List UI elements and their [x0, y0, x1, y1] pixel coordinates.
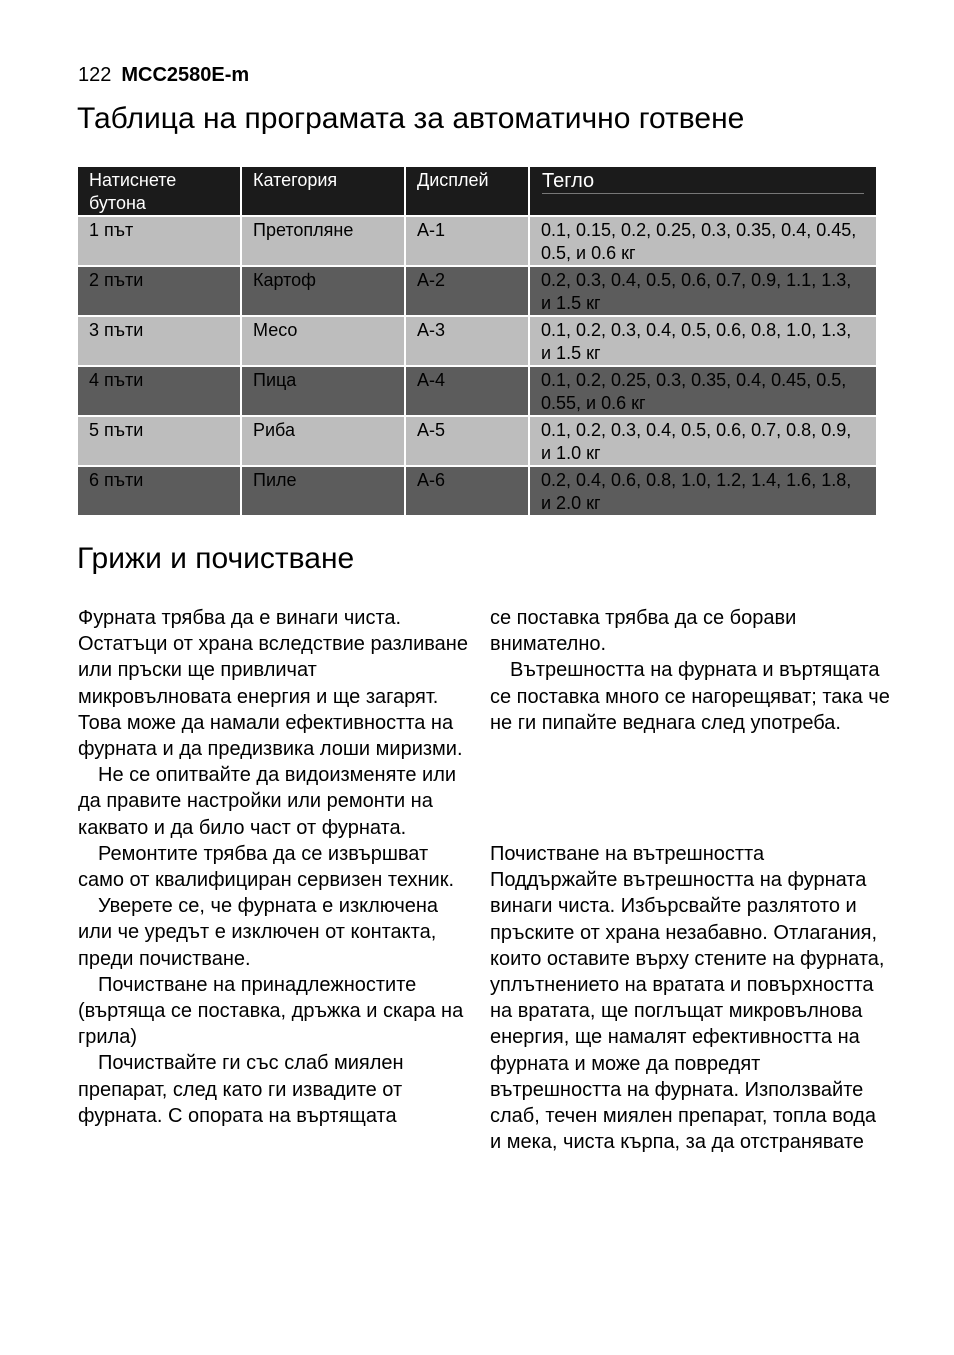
paragraph: се поставка трябва да се борави внимателно. — [490, 607, 797, 656]
accessories-cleaning-heading: Почистване на принадлежностите (въртяща се поставка, дръжка и скара на грила) — [78, 973, 464, 1049]
display-cell: A-2 — [405, 266, 529, 316]
model-name: MCC2580E-m — [121, 64, 250, 86]
weight-cell: 0.1, 0.15, 0.2, 0.25, 0.3, 0.35, 0.4, 0.45, 0.5, и 0.6 кг — [529, 216, 876, 266]
category-cell: Риба — [241, 416, 405, 466]
care-left-column — [78, 605, 473, 1129]
page-number: 122 — [78, 64, 112, 86]
table-row — [78, 266, 876, 316]
press-cell: 6 пъти — [78, 466, 241, 516]
header-category: Категория — [241, 167, 405, 216]
weight-cell: 0.1, 0.2, 0.3, 0.4, 0.5, 0.6, 0.8, 1.0, 1.3, и 1.5 кг — [529, 316, 876, 366]
header-weight: Тегло — [529, 167, 876, 216]
table-header-row — [78, 167, 876, 216]
page-header — [78, 64, 249, 87]
weight-cell: 0.1, 0.2, 0.3, 0.4, 0.5, 0.6, 0.7, 0.8, 0.9, и 1.0 кг — [529, 416, 876, 466]
category-cell: Месо — [241, 316, 405, 366]
display-cell: A-5 — [405, 416, 529, 466]
category-cell: Картоф — [241, 266, 405, 316]
category-cell: Претопляне — [241, 216, 405, 266]
display-cell: A-6 — [405, 466, 529, 516]
header-display: Дисплей — [405, 167, 529, 216]
category-cell: Пица — [241, 366, 405, 416]
table-row — [78, 416, 876, 466]
header-press: Натиснете бутона — [78, 167, 241, 216]
weight-cell: 0.2, 0.3, 0.4, 0.5, 0.6, 0.7, 0.9, 1.1, 1.3, и 1.5 кг — [529, 266, 876, 316]
paragraph: Ремонтите трябва да се извършват само от квалифициран сервизен техник. — [78, 842, 455, 892]
paragraph: Фурната трябва да е винаги чиста. Остатъци от храна вследствие разливане или пръски ще привличат микровълновата енергия и ще загарят. Това може да намали ефективността на фурната и да предизвика лоши миризми. — [78, 607, 468, 761]
table-row — [78, 316, 876, 366]
paragraph: Не се опитвайте да видоизменяте или да правите настройки или ремонти на каквато и да било част от фурната. — [78, 764, 457, 839]
display-cell: A-4 — [405, 366, 529, 416]
category-cell: Пиле — [241, 466, 405, 516]
paragraph: Почиствайте ги със слаб миялен препарат, след като ги извадите от фурната. С опората на въртящата — [78, 1052, 404, 1127]
table-row — [78, 216, 876, 266]
weight-cell: 0.2, 0.4, 0.6, 0.8, 1.0, 1.2, 1.4, 1.6, 1.8, и 2.0 кг — [529, 466, 876, 516]
weight-cell: 0.1, 0.2, 0.25, 0.3, 0.35, 0.4, 0.45, 0.5, 0.55, и 0.6 кг — [529, 366, 876, 416]
program-table-title: Таблица на програмата за автоматично готвене — [77, 102, 745, 135]
interior-cleaning-heading: Почистване на вътрешността — [490, 843, 765, 865]
paragraph: Вътрешността на фурната и въртящата се поставка много се нагорещяват; така че не ги пипайте веднага след употреба. — [490, 659, 890, 734]
paragraph: Поддържайте вътрешността на фурната винаги чиста. Избърсвайте разлятото и пръските от храна незабавно. Отлагания, които оставите върху стените на фурната, уплътнението на вратата и повърхността на вратата, ще поглъщат микровълнова енергия, ще намалят ефективността на фурната и може да повредят вътрешността на фурната. Използвайте слаб, течен миялен препарат, топла вода и мека, чиста кърпа, за да отстранявате — [490, 869, 885, 1154]
display-cell: A-3 — [405, 316, 529, 366]
care-right-column-bottom — [490, 841, 890, 1155]
press-cell: 5 пъти — [78, 416, 241, 466]
care-section-title: Грижи и почистване — [77, 542, 355, 575]
paragraph: Уверете се, че фурната е изключена или че уредът е изключен от контакта, преди почистване. — [78, 895, 439, 970]
care-right-column-top — [490, 605, 890, 736]
table-row — [78, 366, 876, 416]
press-cell: 4 пъти — [78, 366, 241, 416]
auto-cook-program-table — [78, 167, 876, 517]
display-cell: A-1 — [405, 216, 529, 266]
press-cell: 1 път — [78, 216, 241, 266]
press-cell: 2 пъти — [78, 266, 241, 316]
table-row — [78, 466, 876, 516]
press-cell: 3 пъти — [78, 316, 241, 366]
